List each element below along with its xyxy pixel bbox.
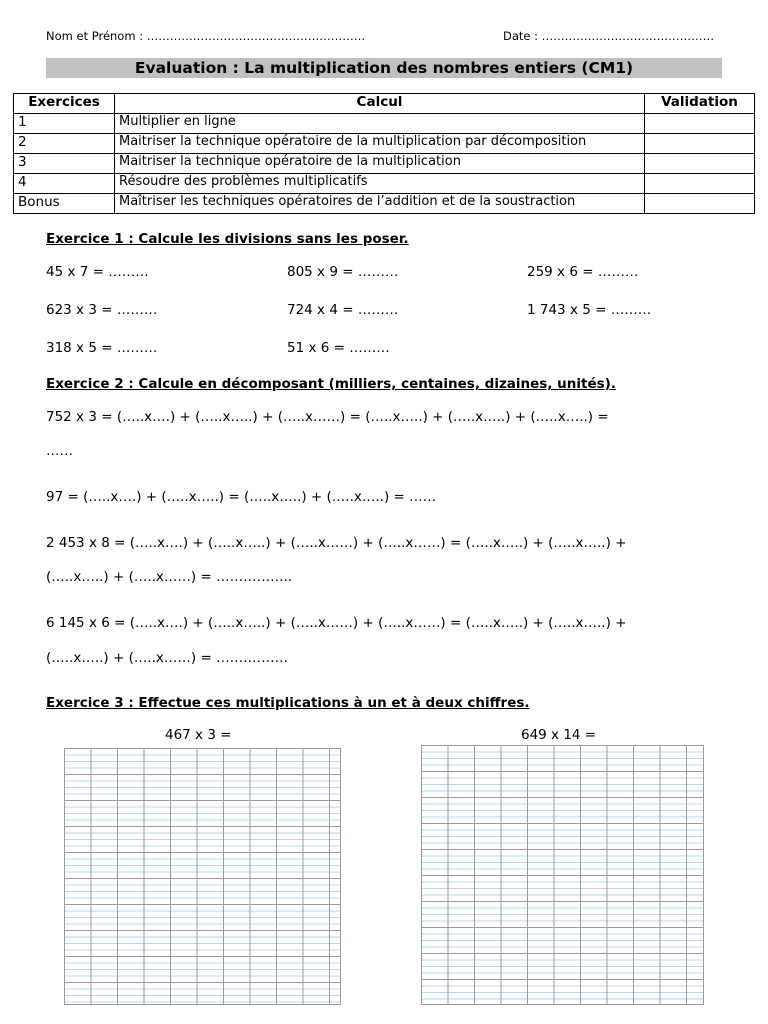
ex2-line: (…..x…..) + (…..x……) = …………….. [46, 569, 293, 585]
evaluation-table [13, 93, 755, 214]
table-row [14, 134, 755, 154]
validation-cell [645, 154, 755, 174]
ex2-line: 2 453 x 8 = (…..x….) + (…..x…..) + (…..x……) + (…..x……) = (…..x…..) + (…..x…..) + [46, 535, 627, 551]
ex1-operation: 623 x 3 = ……… [46, 302, 158, 318]
validation-cell [645, 194, 755, 214]
header-validation: Validation [645, 94, 755, 114]
name-field-label: Nom et Prénom : ………………………………………………… [46, 29, 366, 43]
calculation-grid-2 [421, 745, 704, 1005]
ex2-line: 752 x 3 = (…..x….) + (…..x…..) + (…..x……) = (…..x…..) + (…..x…..) + (…..x…..) = [46, 409, 609, 425]
exercise-skill: Maîtriser les techniques opératoires de l’addition et de la soustraction [115, 194, 645, 214]
ex2-line: (…..x…..) + (…..x……) = ……………. [46, 650, 288, 666]
ex3-operation-1: 467 x 3 = [165, 727, 232, 743]
table-row [14, 174, 755, 194]
header-calcul: Calcul [115, 94, 645, 114]
exercise-number: 4 [14, 174, 115, 194]
exercise-skill: Résoudre des problèmes multiplicatifs [115, 174, 645, 194]
exercise-skill: Multiplier en ligne [115, 114, 645, 134]
table-row [14, 114, 755, 134]
ex2-line: 6 145 x 6 = (…..x….) + (…..x…..) + (…..x……) + (…..x……) = (…..x…..) + (…..x…..) + [46, 615, 627, 631]
validation-cell [645, 174, 755, 194]
ex1-operation: 51 x 6 = ……… [287, 340, 390, 356]
calculation-grid-1 [64, 748, 341, 1005]
exercise-3-title: Exercice 3 : Effectue ces multiplications à un et à deux chiffres. [46, 695, 530, 711]
ex1-operation: 1 743 x 5 = ……… [527, 302, 652, 318]
table-row [14, 194, 755, 214]
exercise-skill: Maitriser la technique opératoire de la multiplication par décomposition [115, 134, 645, 154]
ex1-operation: 45 x 7 = ……… [46, 264, 149, 280]
exercise-number: 1 [14, 114, 115, 134]
validation-cell [645, 134, 755, 154]
ex1-operation: 259 x 6 = ……… [527, 264, 639, 280]
date-field-label: Date : ……………………………………… [503, 29, 715, 43]
table-header-row [14, 94, 755, 114]
exercise-number: 2 [14, 134, 115, 154]
validation-cell [645, 114, 755, 134]
page-title: Evaluation : La multiplication des nombres entiers (CM1) [46, 58, 722, 78]
ex1-operation: 724 x 4 = ……… [287, 302, 399, 318]
header-exercices: Exercices [14, 94, 115, 114]
exercise-1-title: Exercice 1 : Calcule les divisions sans les poser. [46, 231, 409, 247]
ex1-operation: 318 x 5 = ……… [46, 340, 158, 356]
ex3-operation-2: 649 x 14 = [521, 727, 597, 743]
ex2-line: 97 = (…..x….) + (…..x…..) = (…..x…..) + (…..x…..) = …… [46, 489, 437, 505]
ex2-line: …… [46, 443, 73, 459]
table-row [14, 154, 755, 174]
exercise-skill: Maitriser la technique opératoire de la multiplication [115, 154, 645, 174]
ex1-operation: 805 x 9 = ……… [287, 264, 399, 280]
exercise-2-title: Exercice 2 : Calcule en décomposant (milliers, centaines, dizaines, unités). [46, 376, 616, 392]
exercise-number: Bonus [14, 194, 115, 214]
exercise-number: 3 [14, 154, 115, 174]
